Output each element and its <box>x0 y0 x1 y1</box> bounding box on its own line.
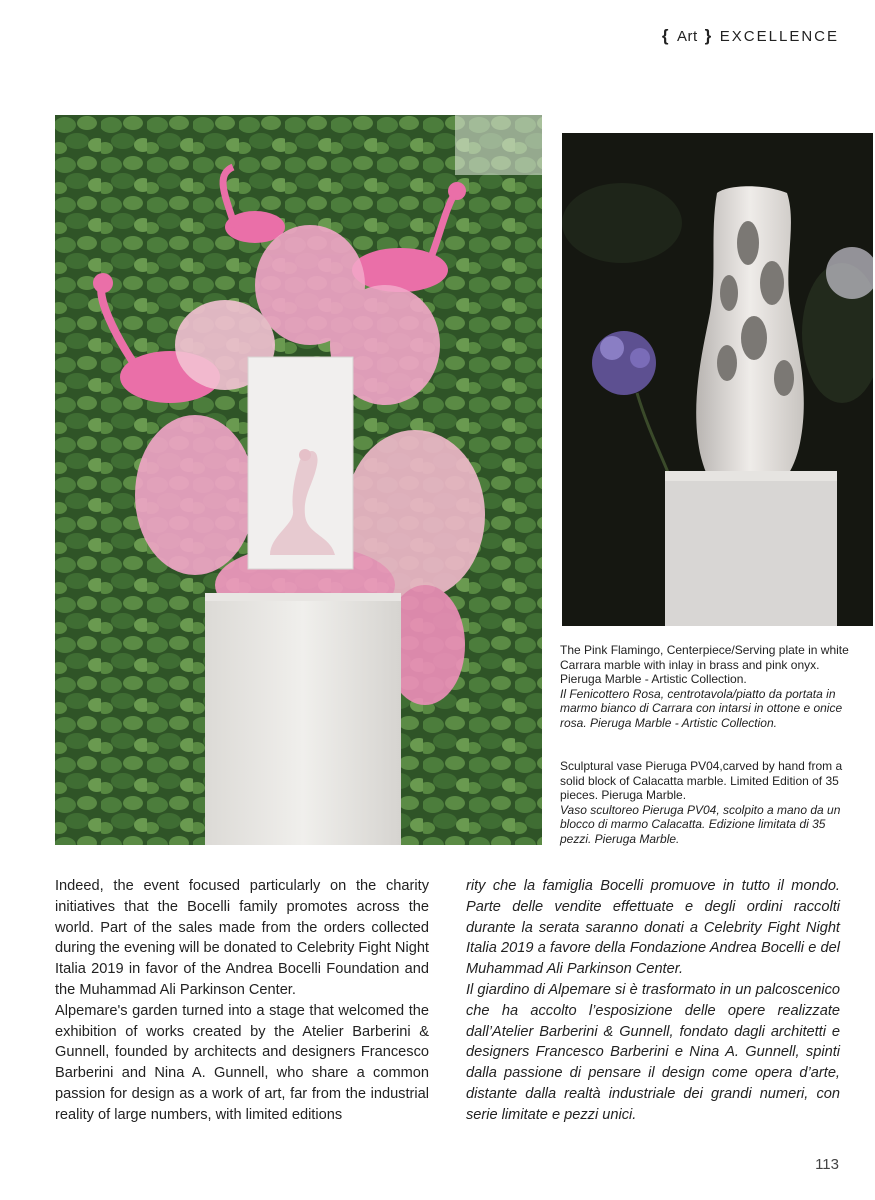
header-section-label: Art <box>676 28 698 45</box>
caption-vase <box>560 759 850 847</box>
caption-flamingo-english: The Pink Flamingo, Centerpiece/Serving plate in white Carrara marble with inlay in brass and pink onyx. Pieruga Marble - Artistic Collection. <box>560 643 849 687</box>
caption-vase-english: Sculptural vase Pieruga PV04,carved by hand from a solid block of Calacatta marble. Limited Edition of 35 pieces. Pieruga Marble. <box>560 759 843 803</box>
header-brace-close: } <box>704 26 713 45</box>
article-italian-paragraph-2: Il giardino di Alpemare si è trasformato in un palcoscenico che ha accolto l’esposizione delle opere realizzate dall’Atelier Barberini & Gunnell, fondato dagli architetti e designers Francesco Barberini e Nina A. Gunnell, spinti dalla passione di pensare il design come opera d’arte, distante dalla realtà industriale dei grandi numeri, con serie limitate e pezzi unici. <box>466 981 840 1123</box>
article-column-english <box>55 876 429 1126</box>
article-english-paragraph-2: Alpemare's garden turned into a stage that welcomed the exhibition of works created by the Atelier Barberini & Gunnell, founded by architects and designers Francesco Barberini and Nina A. Gunnell, who share a common passion for design as a work of art, far from the industrial reality of large numbers, with limited editions <box>55 1002 429 1123</box>
caption-vase-italian: Vaso scultoreo Pieruga PV04, scolpito a mano da un blocco di marmo Calacatta. Edizione limitata di 35 pezzi. Pieruga Marble. <box>560 802 841 846</box>
section-header <box>662 26 839 46</box>
header-title: EXCELLENCE <box>719 28 839 45</box>
article-column-italian <box>466 876 840 1126</box>
sculptural-vase-illustration <box>562 133 873 626</box>
header-brace-open: { <box>661 26 670 45</box>
caption-flamingo-italian: Il Fenicottero Rosa, centrotavola/piatto da portata in marmo bianco di Carrara con intarsi in ottone e onice rosa. Pieruga Marble - Artistic Collection. <box>560 686 843 730</box>
page-number: 113 <box>815 1156 839 1173</box>
flamingo-plate-photo <box>55 115 542 845</box>
flamingo-plate-illustration <box>55 115 542 845</box>
sculptural-vase-photo <box>562 133 873 626</box>
caption-flamingo <box>560 643 850 731</box>
article-english-paragraph-1: Indeed, the event focused particularly on the charity initiatives that the Bocelli family promotes across the world. Part of the sales made from the orders collected during the evening will be donated to Celebrity Fight Night Italia 2019 in favor of the Andrea Bocelli Foundation and the Muhammad Ali Parkinson Center. <box>55 878 429 998</box>
article-italian-paragraph-1: rity che la famiglia Bocelli promuove in tutto il mondo. Parte delle vendite effettuate e degli ordini raccolti durante la serata saranno donati a Celebrity Fight Night Italia 2019 a favore della Fondazione Andrea Bocelli e del Muhammad Ali Parkinson Center. <box>466 878 840 978</box>
